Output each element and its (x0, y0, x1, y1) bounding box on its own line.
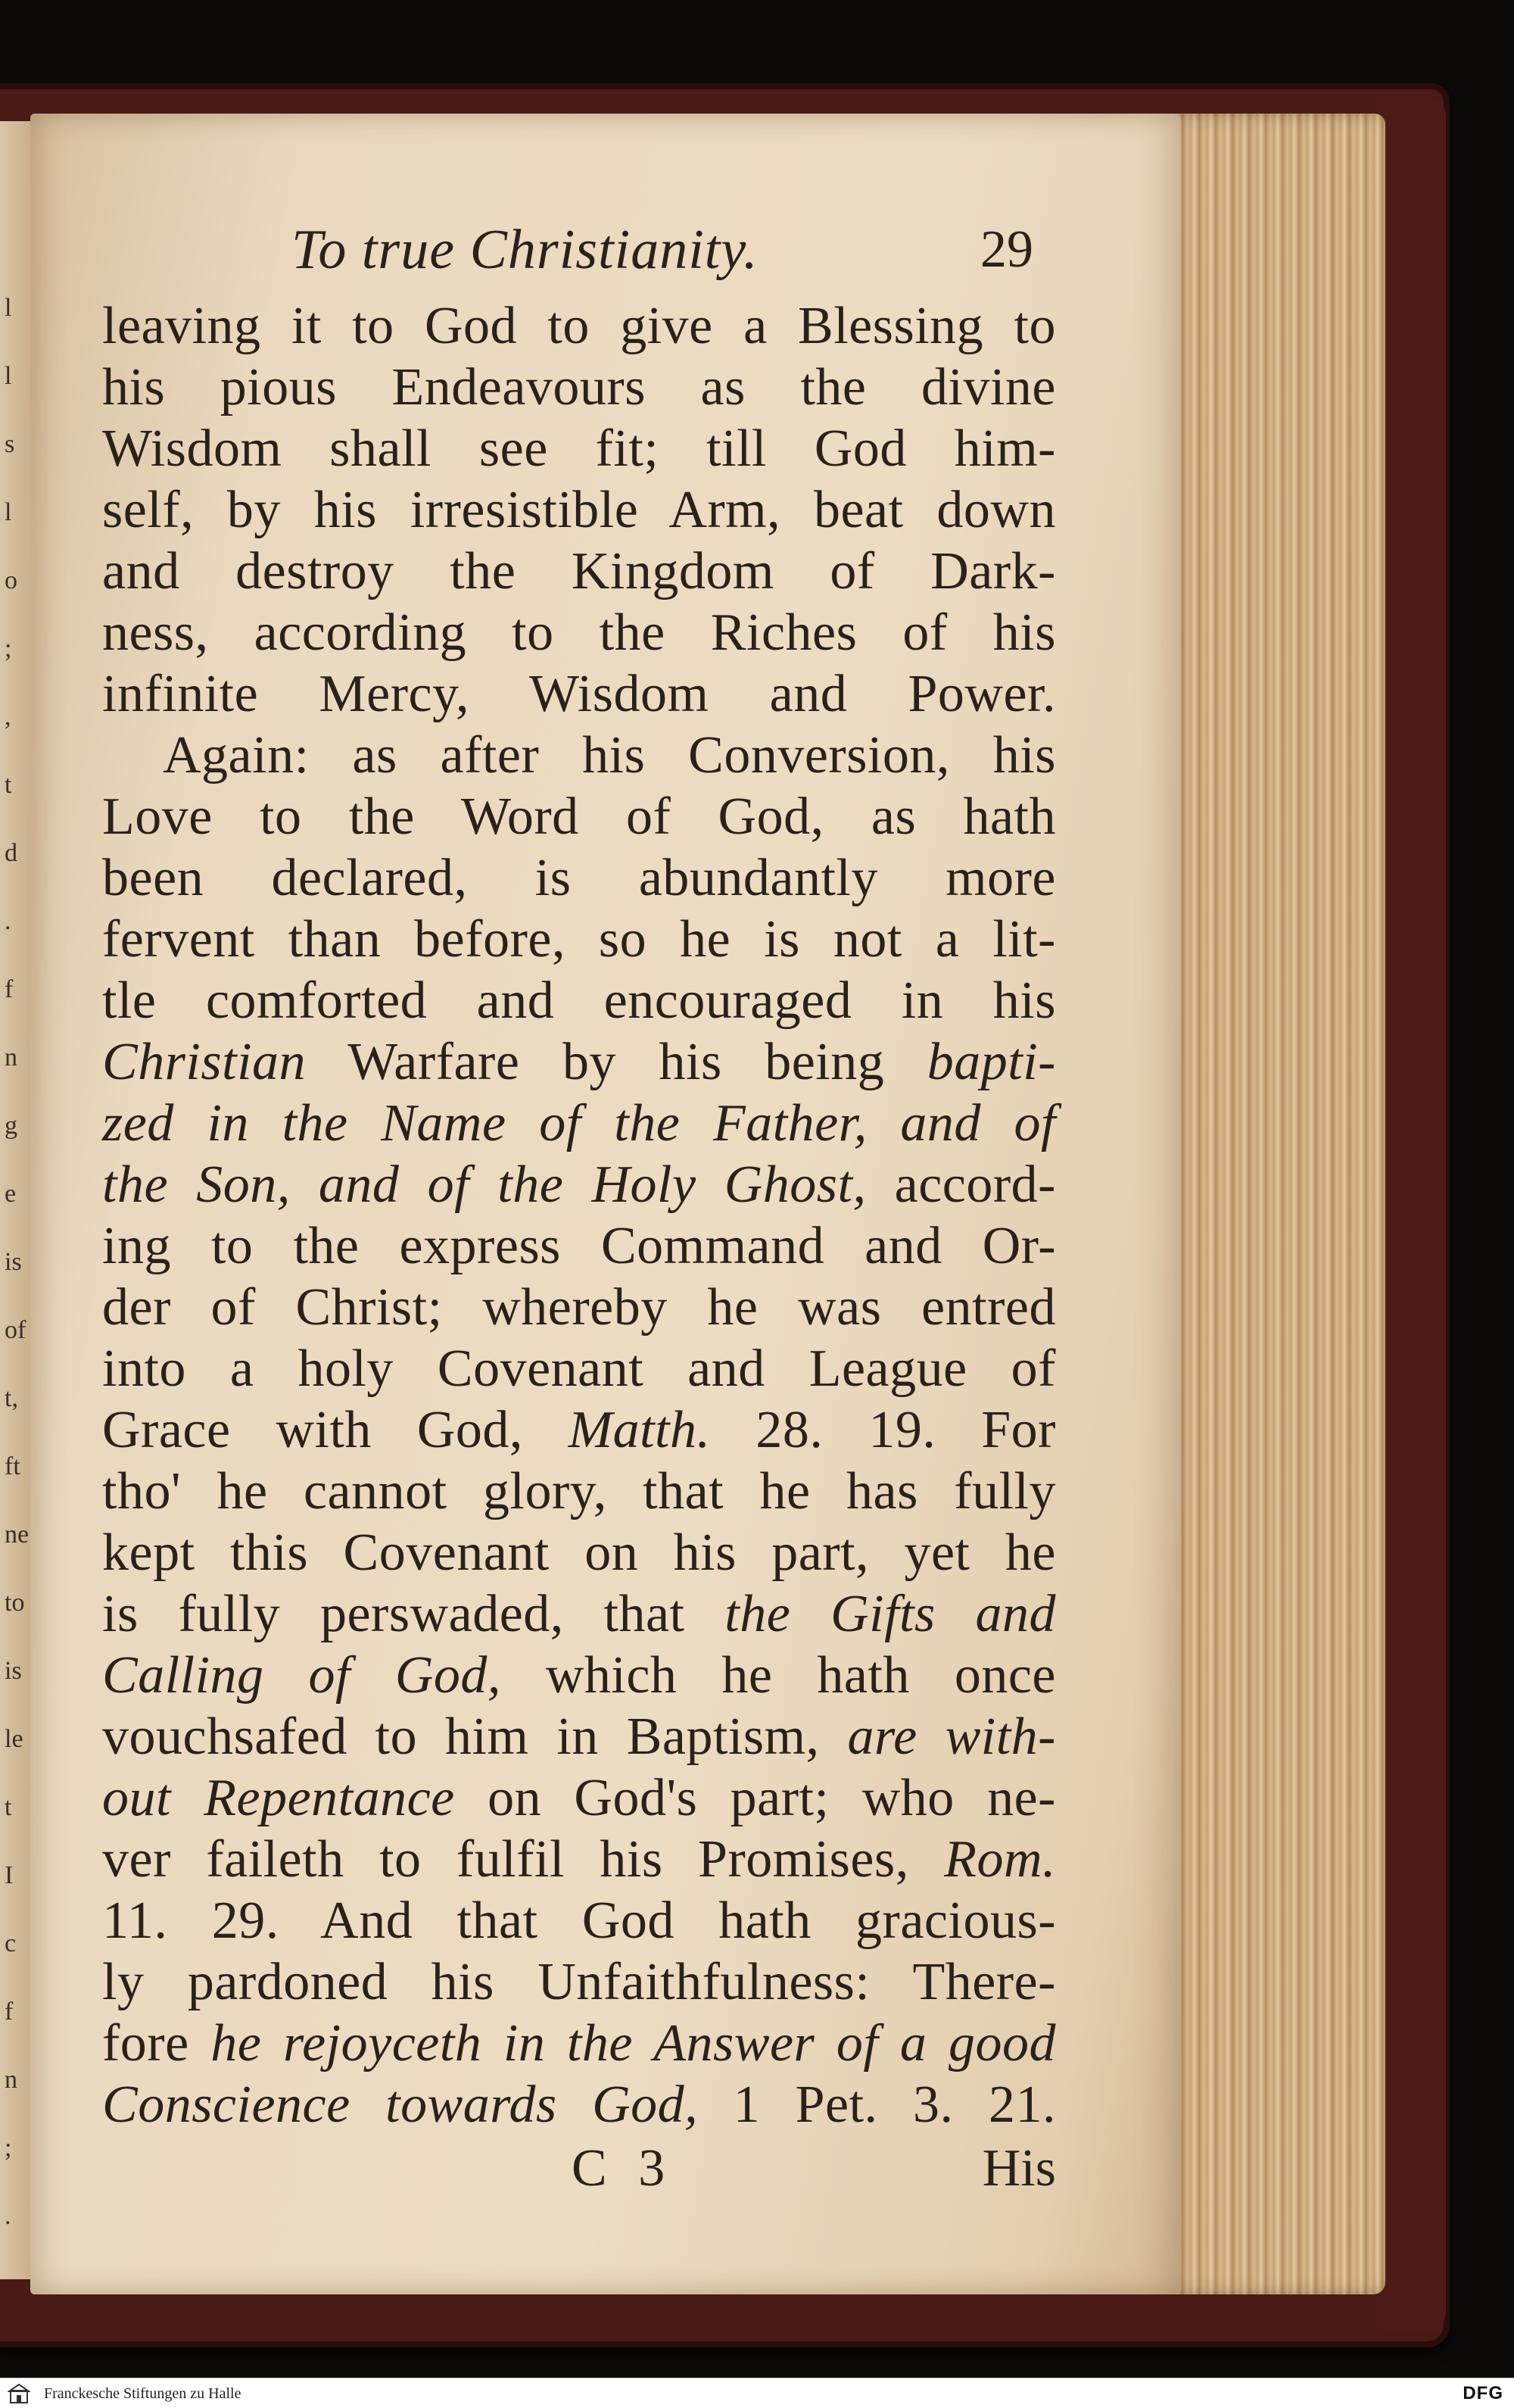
text-segment: is fully perswaded, that (102, 1585, 725, 1643)
running-head-title: To true Christianity. (291, 219, 759, 281)
text-segment: bapti- (927, 1033, 1056, 1091)
running-head (102, 212, 1056, 295)
text-segment: on God's part; who ne- (454, 1769, 1056, 1827)
margin-glyph: d (5, 839, 17, 867)
text-segment: into a holy Covenant and League of (102, 1340, 1056, 1398)
text-segment: vouchsafed to him in Baptism, (102, 1708, 848, 1766)
viewer-footer-bar (0, 2378, 1514, 2408)
text-segment: tle comforted and encouraged in his (102, 972, 1056, 1030)
institution-logo-icon (8, 2383, 30, 2404)
margin-glyph: , (5, 703, 11, 731)
body-text (102, 295, 1056, 2135)
text-line (102, 1706, 1056, 1767)
institution-name: Franckesche Stiftungen zu Halle (44, 2385, 241, 2402)
text-segment: been declared, is abundantly more (102, 849, 1056, 907)
text-line (102, 1461, 1056, 1522)
text-line (102, 1154, 1056, 1215)
margin-glyph: s (5, 430, 15, 458)
text-line (102, 1338, 1056, 1399)
page-fore-edge (1166, 114, 1385, 2294)
text-line (102, 541, 1056, 602)
text-line (102, 1645, 1056, 1706)
text-segment: Wisdom shall see fit; till God him- (102, 420, 1056, 478)
text-segment: Again: as after his Conversion, his (163, 726, 1056, 784)
text-segment: infinite Mercy, Wisdom and Power. (102, 665, 1056, 723)
text-segment: Matth. (568, 1401, 711, 1459)
text-line (102, 1583, 1056, 1645)
margin-glyph: ft (5, 1452, 20, 1480)
text-segment: are with- (847, 1708, 1056, 1766)
text-line (102, 786, 1056, 847)
text-segment: out Repentance (102, 1769, 455, 1827)
margin-glyph: f (5, 1998, 14, 2026)
text-line (102, 1951, 1056, 2013)
margin-glyph: l (5, 498, 12, 526)
text-segment: the Son, and of the Holy Ghost, (102, 1156, 867, 1214)
text-segment: Christian (102, 1033, 307, 1091)
margin-glyph: to (5, 1589, 25, 1617)
catchword: His (982, 2139, 1056, 2197)
text-line (102, 418, 1056, 479)
text-segment: 1 Pet. 3. 21. (698, 2076, 1056, 2134)
text-segment: tho' he cannot glory, that he has fully (102, 1462, 1056, 1521)
text-segment: ver faileth to fulfil his Promises, (102, 1830, 945, 1889)
text-segment: accord- (866, 1156, 1056, 1214)
page-footer (102, 2138, 1056, 2207)
text-segment: zed in the Name of the Father, and of (102, 1094, 1056, 1153)
text-line (102, 2013, 1056, 2074)
text-line (102, 357, 1056, 418)
margin-glyph: ; (5, 635, 12, 663)
margin-glyph: is (5, 1657, 22, 1685)
text-line (102, 1215, 1056, 1277)
funder-logo: DFG (1463, 2383, 1503, 2403)
text-line (102, 1767, 1056, 1829)
text-segment: Warfare by his being (306, 1033, 927, 1091)
margin-glyph: c (5, 1929, 17, 1957)
text-line (102, 1522, 1056, 1583)
margin-glyph: t, (5, 1384, 18, 1412)
margin-glyph: o (5, 566, 17, 594)
text-segment: Calling of God, (102, 1646, 501, 1705)
text-segment: fore (102, 2014, 211, 2073)
margin-glyph: t (5, 1793, 12, 1821)
text-segment: 11. 29. And that God hath gracious- (102, 1892, 1056, 1950)
signature-mark: C 3 (572, 2139, 674, 2197)
text-segment: Love to the Word of God, as hath (102, 788, 1056, 846)
text-segment: ly pardoned his Unfaithfulness: There- (102, 1953, 1056, 2011)
page-text-block (102, 212, 1056, 2207)
text-line (102, 970, 1056, 1031)
text-segment: and destroy the Kingdom of Dark- (102, 542, 1056, 600)
margin-glyph: f (5, 975, 14, 1003)
text-segment: der of Christ; whereby he was entred (102, 1278, 1056, 1337)
text-line (102, 1093, 1056, 1154)
text-segment: his pious Endeavours as the divine (102, 358, 1056, 416)
text-segment: which he hath once (500, 1646, 1056, 1705)
margin-glyph: . (5, 907, 11, 935)
margin-glyph: . (5, 2202, 11, 2230)
text-line (102, 1399, 1056, 1461)
margin-glyph: is (5, 1248, 22, 1276)
text-segment: the Gifts and (724, 1585, 1056, 1643)
text-line (102, 725, 1056, 786)
text-line (102, 1829, 1056, 1890)
text-line (102, 1277, 1056, 1338)
text-segment: self, by his irresistible Arm, beat down (102, 481, 1056, 539)
text-line (102, 1031, 1056, 1093)
text-line (102, 2074, 1056, 2135)
margin-glyph: l (5, 294, 12, 322)
text-line (102, 479, 1056, 541)
text-segment: Rom. (944, 1830, 1056, 1889)
text-line (102, 295, 1056, 357)
margin-glyph: l (5, 362, 12, 390)
margin-glyph: n (5, 2066, 17, 2094)
text-line (102, 847, 1056, 909)
text-line (102, 663, 1056, 725)
text-segment: ing to the express Command and Or- (102, 1217, 1056, 1275)
text-segment: Grace with God, (102, 1401, 569, 1459)
text-line (102, 602, 1056, 663)
text-segment: fervent than before, so he is not a lit- (102, 910, 1056, 969)
text-segment: 28. 19. For (710, 1401, 1056, 1459)
left-page-margin (0, 121, 30, 2279)
text-segment: he rejoyceth in the Answer of a good (210, 2014, 1056, 2073)
page-number: 29 (980, 220, 1033, 279)
margin-glyph: I (5, 1861, 14, 1889)
margin-glyph: t (5, 771, 12, 799)
text-segment: Conscience towards God, (102, 2076, 699, 2134)
margin-glyph: ne (5, 1521, 30, 1549)
text-segment: kept this Covenant on his part, yet he (102, 1524, 1056, 1582)
text-segment: leaving it to God to give a Blessing to (102, 297, 1056, 355)
margin-glyph: of (5, 1316, 26, 1344)
margin-glyph: le (5, 1725, 23, 1753)
text-line (102, 909, 1056, 970)
margin-glyph: g (5, 1112, 17, 1140)
book-cover-edge (1378, 98, 1446, 2332)
margin-glyph: ; (5, 2134, 12, 2162)
text-line (102, 1890, 1056, 1951)
margin-glyph: n (5, 1043, 17, 1071)
text-segment: ness, according to the Riches of his (102, 604, 1056, 662)
margin-glyph: e (5, 1180, 17, 1208)
